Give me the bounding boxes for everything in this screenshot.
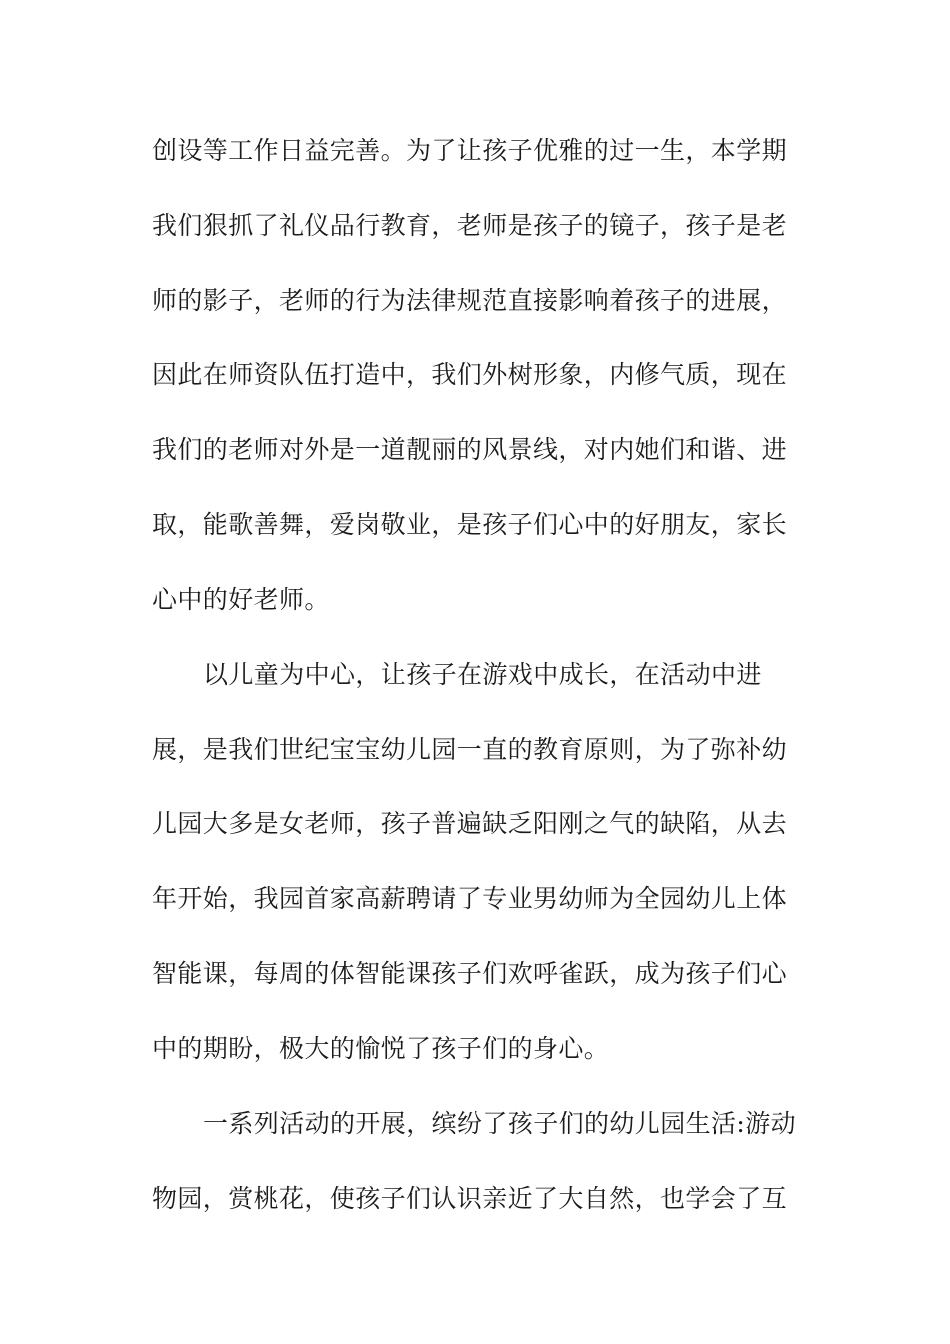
text-line: 取，能歌善舞，爱岗敬业，是孩子们心中的好朋友，家长 xyxy=(152,510,788,539)
text-line: 创设等工作日益完善。为了让孩子优雅的过一生，本学期 xyxy=(152,136,788,165)
text-line: 师的影子，老师的行为法律规范直接影响着孩子的进展， xyxy=(152,286,788,315)
paragraph-first-line: 以儿童为中心，让孩子在游戏中成长，在活动中进 xyxy=(203,660,762,689)
text-line: 因此在师资队伍打造中，我们外树形象，内修气质，现在 xyxy=(152,360,788,389)
text-line: 年开始，我园首家高薪聘请了专业男幼师为全园幼儿上体 xyxy=(152,884,788,913)
paragraph-first-line: 一系列活动的开展，缤纷了孩子们的幼儿园生活:游动 xyxy=(203,1109,797,1138)
text-line: 展，是我们世纪宝宝幼儿园一直的教育原则，为了弥补幼 xyxy=(152,735,788,764)
text-line: 我们狠抓了礼仪品行教育，老师是孩子的镜子，孩子是老 xyxy=(152,211,788,240)
text-line: 我们的老师对外是一道靓丽的风景线，对内她们和谐、进 xyxy=(152,435,788,464)
text-line: 物园，赏桃花，使孩子们认识亲近了大自然，也学会了互 xyxy=(152,1184,788,1213)
text-line: 心中的好老师。 xyxy=(152,585,330,614)
text-line: 儿园大多是女老师，孩子普遍缺乏阳刚之气的缺陷，从去 xyxy=(152,809,788,838)
text-line: 中的期盼，极大的愉悦了孩子们的身心。 xyxy=(152,1034,610,1063)
text-line: 智能课，每周的体智能课孩子们欢呼雀跃，成为孩子们心 xyxy=(152,959,788,988)
